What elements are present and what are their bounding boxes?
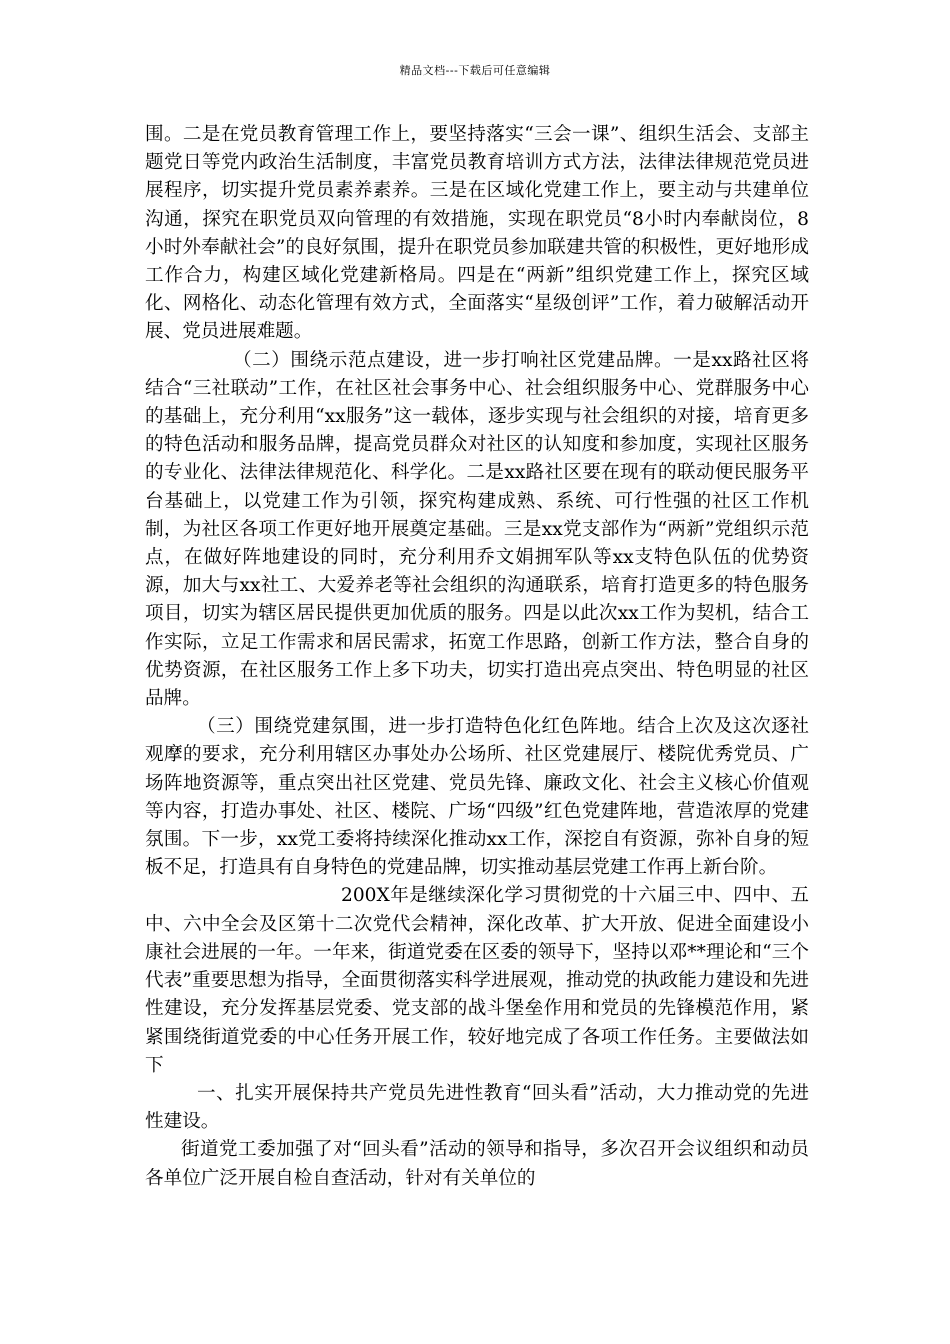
paragraph-continuation: 围。二是在党员教育管理工作上，要坚持落实“三会一课”、组织生活会、支部主题党日等党内政治生活制度，丰富党员教育培训方式方法，法律法律规范党员进展程序，切实提升党员素养素养。三是在区域化党建工作上，要主动与共建单位沟通，探究在职党员双向管理的有效措施，实现在职党员“8小时内奉献岗位，8小时外奉献社会”的良好氛围，提升在职党员参加联建共管的积极性，更好地形成工作合力，构建区域化党建新格局。四是在“两新”组织党建工作上，探究区域化、网格化、动态化管理有效方式，全面落实“星级创评”工作，着力破解活动开展、党员进展难题。 xyxy=(145,124,809,343)
document-body xyxy=(145,121,809,1193)
paragraph-review-activity: 街道党工委加强了对“回头看”活动的领导和指导，多次召开会议组织和动员各单位广泛开展自检自查活动，针对有关单位的 xyxy=(145,1139,809,1189)
paragraph-heading-one: 一、扎实开展保持共产党员先进性教育“回头看”活动，大力推动党的先进性建设。 xyxy=(145,1082,809,1133)
paragraph-section-3: （三）围绕党建氛围，进一步打造特色化红色阵地。结合上次及这次逐社观摩的要求，充分利用辖区办事处办公场所、社区党建展厅、楼院优秀党员、广场阵地资源等，重点突出社区党建、党员先锋、廉政文化、社会主义核心价值观等内容，打造办事处、社区、楼院、广场“四级”红色党建阵地，营造浓厚的党建氛围。下一步，xx党工委将持续深化推动xx工作，深挖自有资源，弥补自身的短板不足，打造具有自身特色的党建品牌，切实推动基层党建工作再上新台阶。 xyxy=(145,716,809,879)
page-header: 精品文档---下载后可任意编辑 xyxy=(399,64,551,77)
paragraph-section-2: （二）围绕示范点建设，进一步打响社区党建品牌。一是xx路社区将结合“三社联动”工作，在社区社会事务中心、社会组织服务中心、党群服务中心的基础上，充分利用“xx服务”这一载体，逐步实现与社会组织的对接，培育更多的特色活动和服务品牌，提高党员群众对社区的认知度和参加度，实现社区服务的专业化、法律法律规范化、科学化。二是xx路社区要在现有的联动便民服务平台基础上，以党建工作为引领，探究构建成熟、系统、可行性强的社区工作机制，为社区各项工作更好地开展奠定基础。三是xx党支部作为“两新”党组织示范点，在做好阵地建设的同时，充分利用乔文娟拥军队等xx支特色队伍的优势资源，加大与xx社工、大爱养老等社会组织的沟通联系，培育打造更多的特色服务项目，切实为辖区居民提供更加优质的服务。四是以此次xx工作为契机，结合工作实际，立足工作需求和居民需求，拓宽工作思路，创新工作方法，整合自身的优势资源，在社区服务工作上多下功夫，切实打造出亮点突出、特色明显的社区品牌。 xyxy=(145,349,809,710)
paragraph-annual-summary: 200X年是继续深化学习贯彻党的十六届三中、四中、五中、六中全会及区第十二次党代会精神，深化改革、扩大开放、促进全面建设小康社会进展的一年。一年来，街道党委在区委的领导下，坚持以邓**理论和“三个代表”重要思想为指导，全面贯彻落实科学进展观，推动党的执政能力建设和先进性建设，充分发挥基层党委、党支部的战斗堡垒作用和党员的先锋模范作用，紧紧围绕街道党委的中心任务开展工作，较好地完成了各项工作任务。主要做法如下 xyxy=(145,885,809,1076)
